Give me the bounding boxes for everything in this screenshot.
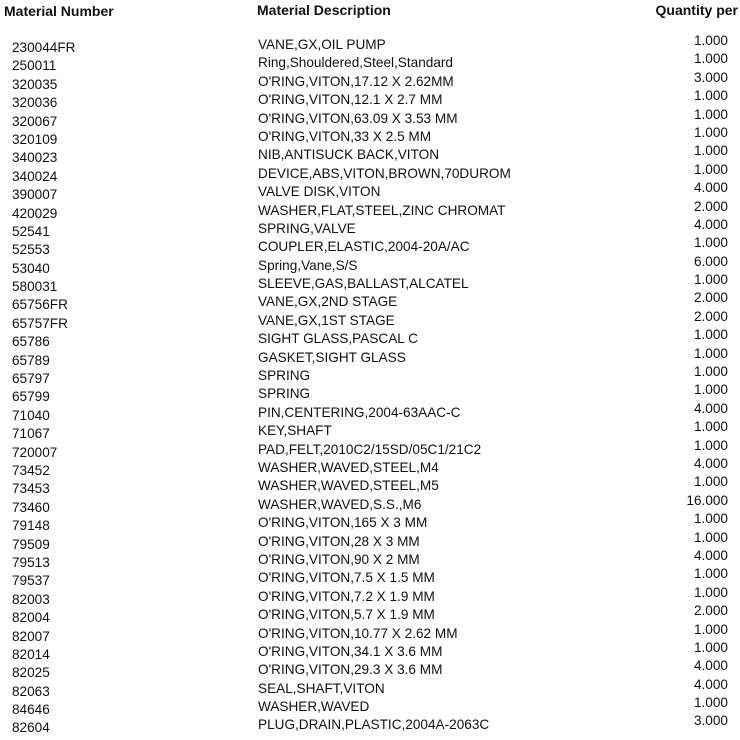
material-number-cell: 79513: [12, 554, 50, 570]
material-description-cell: PAD,FELT,2010C2/15SD/05C1/21C2: [258, 441, 482, 457]
material-description-cell: O'RING,VITON,12.1 X 2.7 MM: [258, 92, 443, 108]
material-description-cell: DEVICE,ABS,VITON,BROWN,70DUROM: [258, 165, 511, 181]
table-row: [0, 124, 740, 147]
table-row: [0, 106, 740, 129]
table-row: [0, 161, 740, 184]
table-row: [0, 308, 740, 331]
material-description-cell: PIN,CENTERING,2004-63AAC-C: [258, 404, 461, 420]
material-description-cell: WASHER,WAVED,STEEL,M5: [258, 478, 439, 494]
table-row: [0, 639, 740, 662]
quantity-cell: 4.000: [693, 455, 728, 471]
header-material-number: Material Number: [4, 3, 114, 19]
table-row: [0, 584, 740, 607]
material-description-cell: PLUG,DRAIN,PLASTIC,2004A-2063C: [258, 717, 490, 733]
material-description-cell: SPRING,VALVE: [258, 220, 356, 236]
material-number-cell: 82063: [12, 683, 50, 699]
material-number-cell: 73453: [12, 481, 50, 497]
material-description-cell: SPRING: [258, 386, 311, 402]
table-row: [0, 492, 740, 515]
quantity-cell: 2.000: [693, 308, 728, 324]
material-number-cell: 320035: [12, 76, 58, 92]
quantity-cell: 1.000: [693, 437, 728, 453]
quantity-cell: 1.000: [693, 143, 728, 159]
table-row: [0, 272, 740, 295]
table-row: [0, 419, 740, 442]
material-number-cell: 79509: [12, 536, 50, 552]
table-row: [0, 511, 740, 534]
material-number-cell: 71040: [12, 407, 50, 423]
material-number-cell: 84646: [12, 702, 50, 718]
material-number-cell: 73452: [12, 462, 50, 478]
material-number-cell: 71067: [12, 426, 50, 442]
table-row: [0, 51, 740, 74]
table-row: [0, 713, 740, 736]
material-description-cell: SPRING: [258, 368, 311, 384]
material-number-cell: 82004: [12, 610, 50, 626]
material-description-cell: O'RING,VITON,33 X 2.5 MM: [258, 128, 432, 144]
table-row: [0, 69, 740, 92]
material-description-cell: VALVE DISK,VITON: [258, 184, 381, 200]
material-number-cell: 420029: [12, 205, 58, 221]
table-row: [0, 198, 740, 221]
material-description-cell: O'RING,VITON,17.12 X 2.62MM: [258, 73, 454, 89]
quantity-cell: 1.000: [693, 33, 728, 48]
quantity-cell: 1.000: [693, 272, 728, 288]
material-description-cell: O'RING,VITON,5.7 X 1.9 MM: [258, 607, 435, 623]
table-row: [0, 437, 740, 460]
table-row: [0, 88, 740, 111]
quantity-cell: 1.000: [693, 566, 728, 582]
material-description-cell: WASHER,FLAT,STEEL,ZINC CHROMAT: [258, 202, 506, 218]
quantity-cell: 2.000: [693, 603, 728, 619]
header-material-description: Material Description: [257, 2, 391, 18]
material-number-cell: 52553: [12, 242, 50, 258]
quantity-cell: 2.000: [693, 290, 728, 306]
material-number-cell: 320036: [12, 95, 58, 111]
material-number-cell: 65797: [12, 371, 50, 387]
quantity-cell: 4.000: [693, 180, 728, 196]
table-row: [0, 253, 740, 276]
quantity-cell: 1.000: [693, 364, 728, 380]
quantity-cell: 1.000: [693, 88, 728, 104]
quantity-cell: 1.000: [693, 161, 728, 177]
material-table-body: [0, 33, 740, 736]
material-description-cell: SIGHT GLASS,PASCAL C: [258, 331, 418, 347]
table-row: [0, 382, 740, 405]
material-number-cell: 79148: [12, 518, 50, 534]
quantity-cell: 1.000: [693, 235, 728, 251]
material-description-cell: O'RING,VITON,28 X 3 MM: [258, 533, 420, 549]
material-number-cell: 65789: [12, 352, 50, 368]
table-row: [0, 345, 740, 368]
material-description-cell: Ring,Shouldered,Steel,Standard: [258, 55, 453, 71]
table-row: [0, 658, 740, 681]
material-number-cell: 82604: [12, 720, 50, 736]
material-number-cell: 320067: [12, 113, 58, 129]
material-number-cell: 230044FR: [12, 40, 76, 55]
material-number-cell: 82014: [12, 646, 50, 662]
material-description-cell: NIB,ANTISUCK BACK,VITON: [258, 147, 440, 163]
material-description-cell: SLEEVE,GAS,BALLAST,ALCATEL: [258, 276, 469, 292]
material-number-cell: 82007: [12, 628, 50, 644]
material-number-cell: 65757FR: [12, 315, 68, 331]
header-quantity-per: Quantity per: [655, 2, 738, 18]
quantity-cell: 1.000: [693, 382, 728, 398]
quantity-cell: 16.000: [686, 492, 728, 508]
quantity-cell: 2.000: [693, 198, 728, 214]
table-row: [0, 364, 740, 387]
table-row: [0, 547, 740, 570]
material-description-cell: WASHER,WAVED: [258, 699, 370, 715]
material-number-cell: 320109: [12, 131, 58, 147]
material-description-cell: O'RING,VITON,63.09 X 3.53 MM: [258, 110, 458, 126]
table-row: [0, 327, 740, 350]
material-description-cell: WASHER,WAVED,S.S.,M6: [258, 496, 422, 512]
material-number-cell: 340024: [12, 168, 58, 184]
table-row: [0, 143, 740, 166]
material-description-cell: Spring,Vane,S/S: [258, 257, 358, 273]
table-row: [0, 529, 740, 552]
material-description-cell: O'RING,VITON,7.2 X 1.9 MM: [258, 588, 435, 604]
quantity-cell: 4.000: [693, 658, 728, 674]
table-row: [0, 695, 740, 718]
material-number-cell: 82025: [12, 665, 50, 681]
material-number-cell: 65756FR: [12, 297, 68, 313]
quantity-cell: 3.000: [693, 713, 728, 729]
quantity-cell: 4.000: [693, 547, 728, 563]
material-description-cell: COUPLER,ELASTIC,2004-20A/AC: [258, 239, 470, 255]
material-number-cell: 390007: [12, 187, 58, 203]
quantity-cell: 1.000: [693, 345, 728, 361]
material-description-cell: VANE,GX,1ST STAGE: [258, 312, 395, 328]
material-description-cell: KEY,SHAFT: [258, 423, 332, 439]
quantity-cell: 3.000: [693, 69, 728, 85]
quantity-cell: 6.000: [693, 253, 728, 269]
table-row: [0, 676, 740, 699]
material-number-cell: 82003: [12, 591, 50, 607]
quantity-cell: 1.000: [693, 124, 728, 140]
material-number-cell: 53040: [12, 260, 50, 276]
table-row: [0, 216, 740, 239]
table-row: [0, 235, 740, 258]
table-row: [0, 474, 740, 497]
material-number-cell: 340023: [12, 150, 58, 166]
quantity-cell: 1.000: [693, 695, 728, 711]
quantity-cell: 1.000: [693, 529, 728, 545]
material-number-cell: 65786: [12, 334, 50, 350]
material-description-cell: O'RING,VITON,34.1 X 3.6 MM: [258, 643, 443, 659]
material-number-cell: 52541: [12, 223, 50, 239]
table-row: [0, 603, 740, 626]
material-description-cell: O'RING,VITON,165 X 3 MM: [258, 515, 428, 531]
table-header: [0, 0, 740, 24]
material-description-cell: VANE,GX,OIL PUMP: [258, 37, 386, 52]
table-row: [0, 455, 740, 478]
quantity-cell: 1.000: [693, 106, 728, 122]
quantity-cell: 1.000: [693, 511, 728, 527]
material-number-cell: 580031: [12, 279, 58, 295]
quantity-cell: 1.000: [693, 621, 728, 637]
material-description-cell: SEAL,SHAFT,VITON: [258, 680, 385, 696]
table-row: [0, 400, 740, 423]
material-description-cell: O'RING,VITON,29.3 X 3.6 MM: [258, 662, 443, 678]
quantity-cell: 1.000: [693, 327, 728, 343]
material-number-cell: 73460: [12, 499, 50, 515]
material-description-cell: VANE,GX,2ND STAGE: [258, 294, 398, 310]
material-number-cell: 65799: [12, 389, 50, 405]
table-row: [0, 290, 740, 313]
material-number-cell: 720007: [12, 444, 58, 460]
material-description-cell: O'RING,VITON,90 X 2 MM: [258, 551, 420, 567]
material-number-cell: 79537: [12, 573, 50, 589]
material-description-cell: O'RING,VITON,7.5 X 1.5 MM: [258, 570, 435, 586]
quantity-cell: 1.000: [693, 639, 728, 655]
quantity-cell: 1.000: [693, 474, 728, 490]
quantity-cell: 4.000: [693, 676, 728, 692]
quantity-cell: 4.000: [693, 400, 728, 416]
quantity-cell: 4.000: [693, 216, 728, 232]
table-row: [0, 33, 740, 55]
quantity-cell: 1.000: [693, 584, 728, 600]
table-row: [0, 566, 740, 589]
material-description-cell: O'RING,VITON,10.77 X 2.62 MM: [258, 625, 458, 641]
table-row: [0, 180, 740, 203]
quantity-cell: 1.000: [693, 419, 728, 435]
material-number-cell: 250011: [12, 58, 57, 74]
material-description-cell: GASKET,SIGHT GLASS: [258, 349, 406, 365]
material-description-cell: WASHER,WAVED,STEEL,M4: [258, 459, 439, 475]
table-row: [0, 621, 740, 644]
quantity-cell: 1.000: [693, 51, 728, 67]
